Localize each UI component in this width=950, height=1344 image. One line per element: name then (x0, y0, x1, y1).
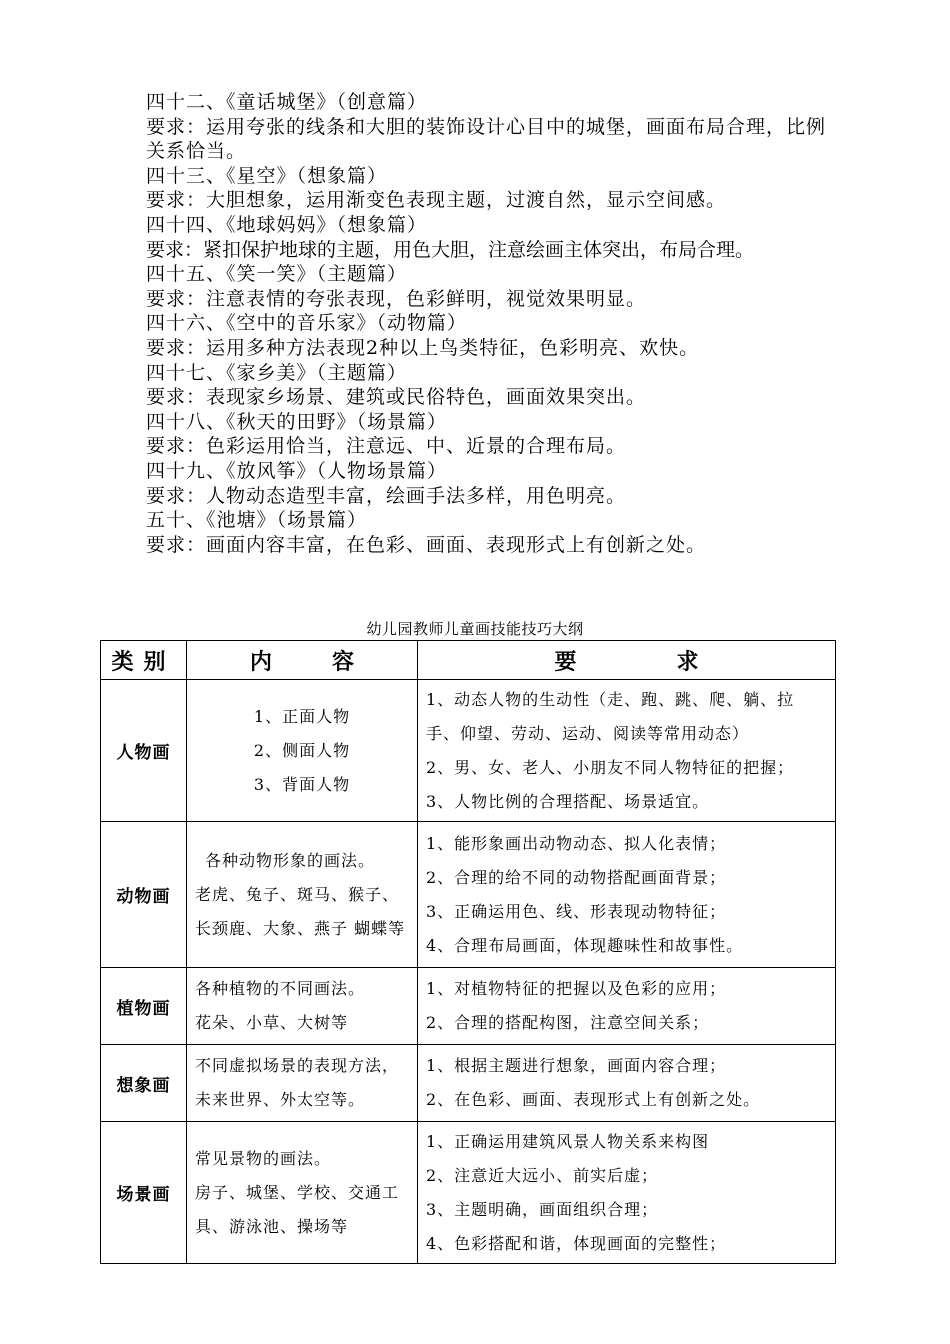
requirement-cell (418, 822, 836, 968)
item-requirement: 要求：大胆想象，运用渐变色表现主题，过渡自然，显示空间感。 (146, 189, 727, 212)
item-requirement: 要求：运用夸张的线条和大胆的装饰设计心目中的城堡，画面布局合理，比例关系恰当。 (146, 115, 827, 163)
header-content: 内容 (187, 641, 418, 680)
category-cell: 场景画 (101, 1122, 187, 1264)
header-requirement (418, 641, 836, 680)
requirement-cell (418, 1122, 836, 1264)
item-title: 四十三、《星空》（想象篇） (146, 164, 388, 187)
item-title: 四十四、《地球妈妈》（想象篇） (146, 213, 428, 236)
requirement-line: 2、在色彩、画面、表现形式上有创新之处。 (426, 1090, 761, 1109)
requirement-line: 1、正确运用建筑风景人物关系来构图 (426, 1131, 710, 1151)
requirement-cell (418, 680, 836, 822)
requirement-line: 1、根据主题进行想象，画面内容合理； (426, 1056, 727, 1075)
requirement-line: 2、合理的搭配构图，注意空间关系； (426, 1013, 710, 1032)
item-requirement: 要求：紧扣保护地球的主题，用色大胆，注意绘画主体突出，布局合理。 (146, 238, 755, 261)
content-line: 3、背面人物 (253, 774, 351, 794)
table-header-row (101, 641, 836, 680)
requirement-line: 3、主题明确，画面组织合理； (426, 1199, 659, 1219)
requirement-line: 3、正确运用色、线、形表现动物特征； (426, 901, 727, 921)
requirement-line: 2、合理的给不同的动物搭配画面背景； (426, 867, 727, 887)
category-cell: 动物画 (101, 822, 187, 968)
item-requirement: 要求：画面内容丰富，在色彩、画面、表现形式上有创新之处。 (146, 533, 707, 556)
requirement-line: 4、色彩搭配和谐，体现画面的完整性； (426, 1233, 727, 1253)
item-title: 四十八、《秋天的田野》（场景篇） (146, 410, 448, 433)
skills-outline-table (100, 640, 836, 1264)
requirement-line: 2、男、女、老人、小朋友不同人物特征的把握； (426, 757, 795, 777)
table-row (101, 968, 836, 1045)
item-requirement: 要求：色彩运用恰当，注意远、中、近景的合理布局。 (146, 435, 627, 458)
content-line: 房子、城堡、学校、交通工具、游泳池、操场等 (195, 1182, 400, 1236)
requirements-list (146, 90, 836, 557)
content-line: 各种动物形象的画法。 (205, 850, 376, 870)
requirement-line: 4、合理布局画面，体现趣味性和故事性。 (426, 935, 744, 955)
item-title: 四十七、《家乡美》（主题篇） (146, 361, 408, 384)
content-cell (187, 680, 418, 822)
category-cell: 植物画 (101, 968, 187, 1045)
requirement-line: 3、人物比例的合理搭配、场景适宜。 (426, 791, 710, 811)
item-title: 五十、《池塘》（场景篇） (146, 509, 368, 532)
item-title: 四十六、《空中的音乐家》（动物篇） (146, 312, 468, 335)
header-requirement-char-1: 要 (554, 648, 577, 675)
requirement-cell (418, 1045, 836, 1122)
content-cell (187, 822, 418, 968)
item-requirement: 要求：注意表情的夸张表现，色彩鲜明，视觉效果明显。 (146, 287, 647, 310)
item-title: 四十五、《笑一笑》（主题篇） (146, 263, 408, 286)
content-line: 不同虚拟场景的表现方法，未来世界、外太空等。 (195, 1056, 400, 1109)
category-cell: 人物画 (101, 680, 187, 822)
requirement-line: 1、能形象画出动物动态、拟人化表情； (426, 833, 727, 853)
header-category: 类别 (101, 641, 187, 680)
item-requirement: 要求：人物动态造型丰富，绘画手法多样，用色明亮。 (146, 484, 627, 507)
table-caption: 幼儿园教师儿童画技能技巧大纲 (366, 620, 584, 638)
content-line: 2、侧面人物 (253, 740, 351, 760)
table-row (101, 1122, 836, 1264)
content-line: 老虎、兔子、斑马、猴子、长颈鹿、大象、燕子 蝴蝶等 (195, 884, 406, 938)
table-row (101, 1045, 836, 1122)
table-row (101, 680, 836, 822)
content-line: 花朵、小草、大树等 (195, 1013, 349, 1032)
content-line: 常见景物的画法。 (195, 1148, 332, 1168)
item-requirement: 要求：运用多种方法表现2种以上鸟类特征，色彩明亮、欢快。 (146, 336, 700, 359)
content-cell (187, 1045, 418, 1122)
category-cell: 想象画 (101, 1045, 187, 1122)
item-requirement: 要求：表现家乡场景、建筑或民俗特色，画面效果突出。 (146, 386, 647, 409)
content-line: 各种植物的不同画法。 (195, 979, 366, 998)
content-cell (187, 968, 418, 1045)
table-row (101, 822, 836, 968)
content-cell (187, 1122, 418, 1264)
item-title: 四十九、《放风筝》（人物场景篇） (146, 459, 448, 482)
item-title: 四十二、《童话城堡》（创意篇） (146, 91, 428, 113)
content-line: 1、正面人物 (253, 706, 351, 726)
requirement-line: 1、动态人物的生动性（走、跑、跳、爬、躺、拉手、仰望、劳动、运动、阅读等常用动态） (426, 689, 795, 743)
header-requirement-char-2: 求 (676, 648, 699, 675)
requirement-line: 1、对植物特征的把握以及色彩的应用； (426, 979, 727, 998)
requirement-cell (418, 968, 836, 1045)
requirement-line: 2、注意近大远小、前实后虚； (426, 1165, 659, 1185)
